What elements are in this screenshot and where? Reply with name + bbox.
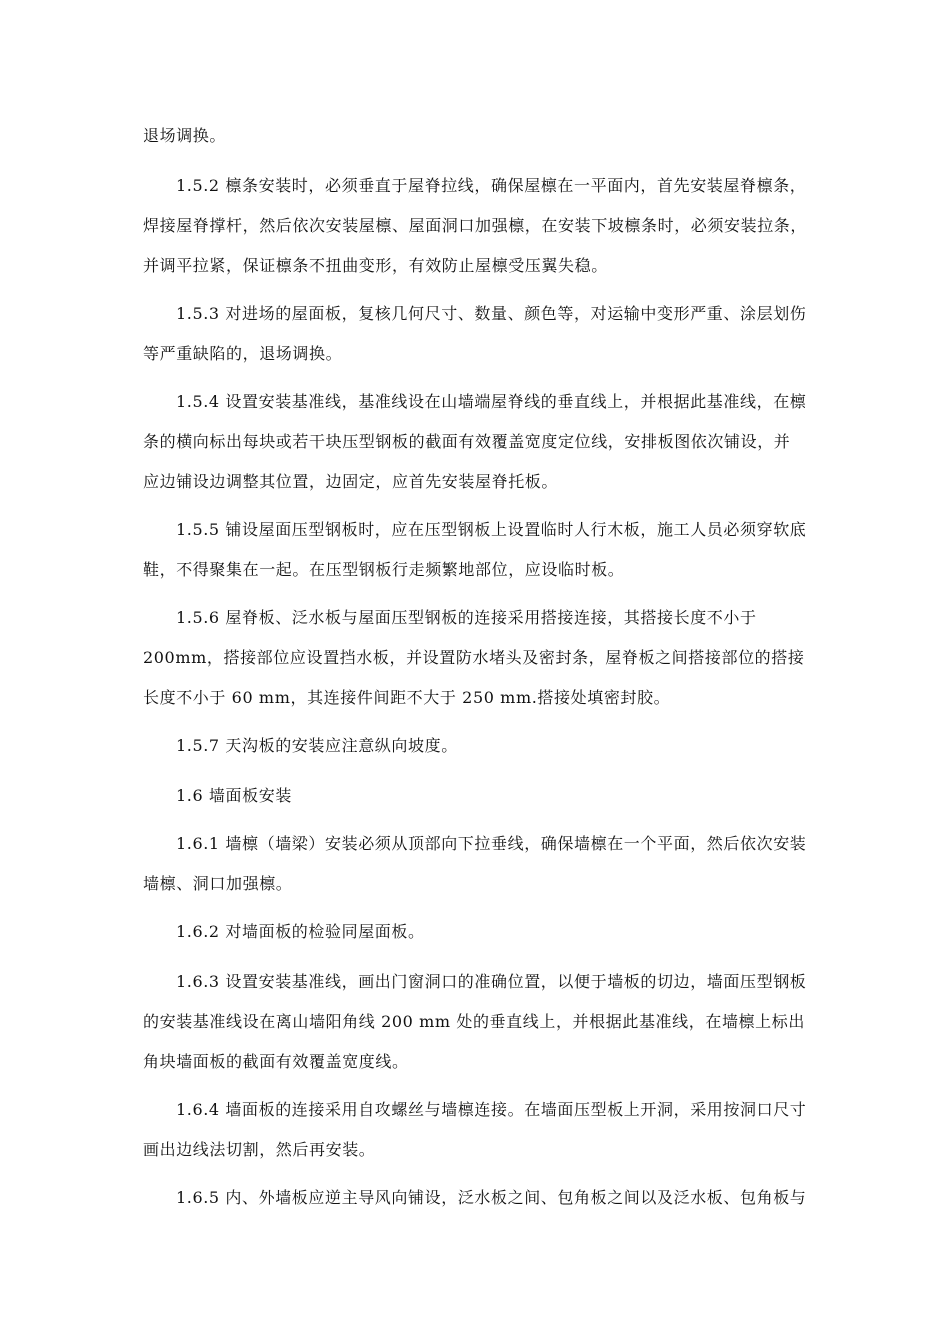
text-line: 1.5.3 对进场的屋面板，复核几何尺寸、数量、颜色等，对运输中变形严重、涂层划伤: [176, 304, 807, 323]
text-line: 等严重缺陷的，退场调换。: [143, 344, 343, 363]
text-line: 1.6.5 内、外墙板应逆主导风向铺设，泛水板之间、包角板之间以及泛水板、包角板与: [176, 1188, 807, 1207]
text-line: 200mm，搭接部位应设置挡水板，并设置防水堵头及密封条，屋脊板之间搭接部位的搭接: [143, 648, 805, 667]
text-line: 的安装基准线设在离山墙阳角线 200 mm 处的垂直线上，并根据此基准线，在墙檩上标出: [143, 1012, 805, 1031]
text-line: 1.5.4 设置安装基准线，基准线设在山墙端屋脊线的垂直线上，并根据此基准线，在檩: [176, 392, 807, 411]
text-line: 1.5.5 铺设屋面压型钢板时，应在压型钢板上设置临时人行木板，施工人员必须穿软底: [176, 520, 807, 539]
text-line: 鞋，不得聚集在一起。在压型钢板行走频繁地部位，应设临时板。: [143, 560, 625, 579]
section-heading: 1.6 墙面板安装: [176, 786, 292, 805]
text-line: 1.6.1 墙檩（墙梁）安装必须从顶部向下拉垂线，确保墙檩在一个平面，然后依次安装: [176, 834, 807, 853]
text-line: 角块墙面板的截面有效覆盖宽度线。: [143, 1052, 409, 1071]
text-line: 画出边线法切割，然后再安装。: [143, 1140, 376, 1159]
text-line: 1.6.4 墙面板的连接采用自攻螺丝与墙檩连接。在墙面压型板上开洞，采用按洞口尺寸: [176, 1100, 807, 1119]
text-line: 1.5.7 天沟板的安装应注意纵向坡度。: [176, 736, 458, 755]
text-line: 应边铺设边调整其位置，边固定，应首先安装屋脊托板。: [143, 472, 559, 491]
text-line: 长度不小于 60 mm，其连接件间距不大于 250 mm.搭接处填密封胶。: [143, 688, 671, 707]
text-line: 1.5.2 檩条安装时，必须垂直于屋脊拉线，确保屋檩在一平面内，首先安装屋脊檩条，: [176, 176, 807, 195]
text-line: 并调平拉紧，保证檩条不扭曲变形，有效防止屋檩受压翼失稳。: [143, 256, 608, 275]
text-line: 墙檩、洞口加强檩。: [143, 874, 293, 893]
text-line: 1.6.3 设置安装基准线，画出门窗洞口的准确位置，以便于墙板的切边，墙面压型钢板: [176, 972, 807, 991]
text-line: 1.6.2 对墙面板的检验同屋面板。: [176, 922, 425, 941]
text-line: 退场调换。: [143, 126, 227, 145]
text-line: 焊接屋脊撑杆，然后依次安装屋檩、屋面洞口加强檩，在安装下坡檩条时，必须安装拉条，: [143, 216, 808, 235]
text-line: 1.5.6 屋脊板、泛水板与屋面压型钢板的连接采用搭接连接，其搭接长度不小于: [176, 608, 757, 627]
text-line: 条的横向标出每块或若干块压型钢板的截面有效覆盖宽度定位线，安排板图依次铺设，并: [143, 432, 791, 451]
